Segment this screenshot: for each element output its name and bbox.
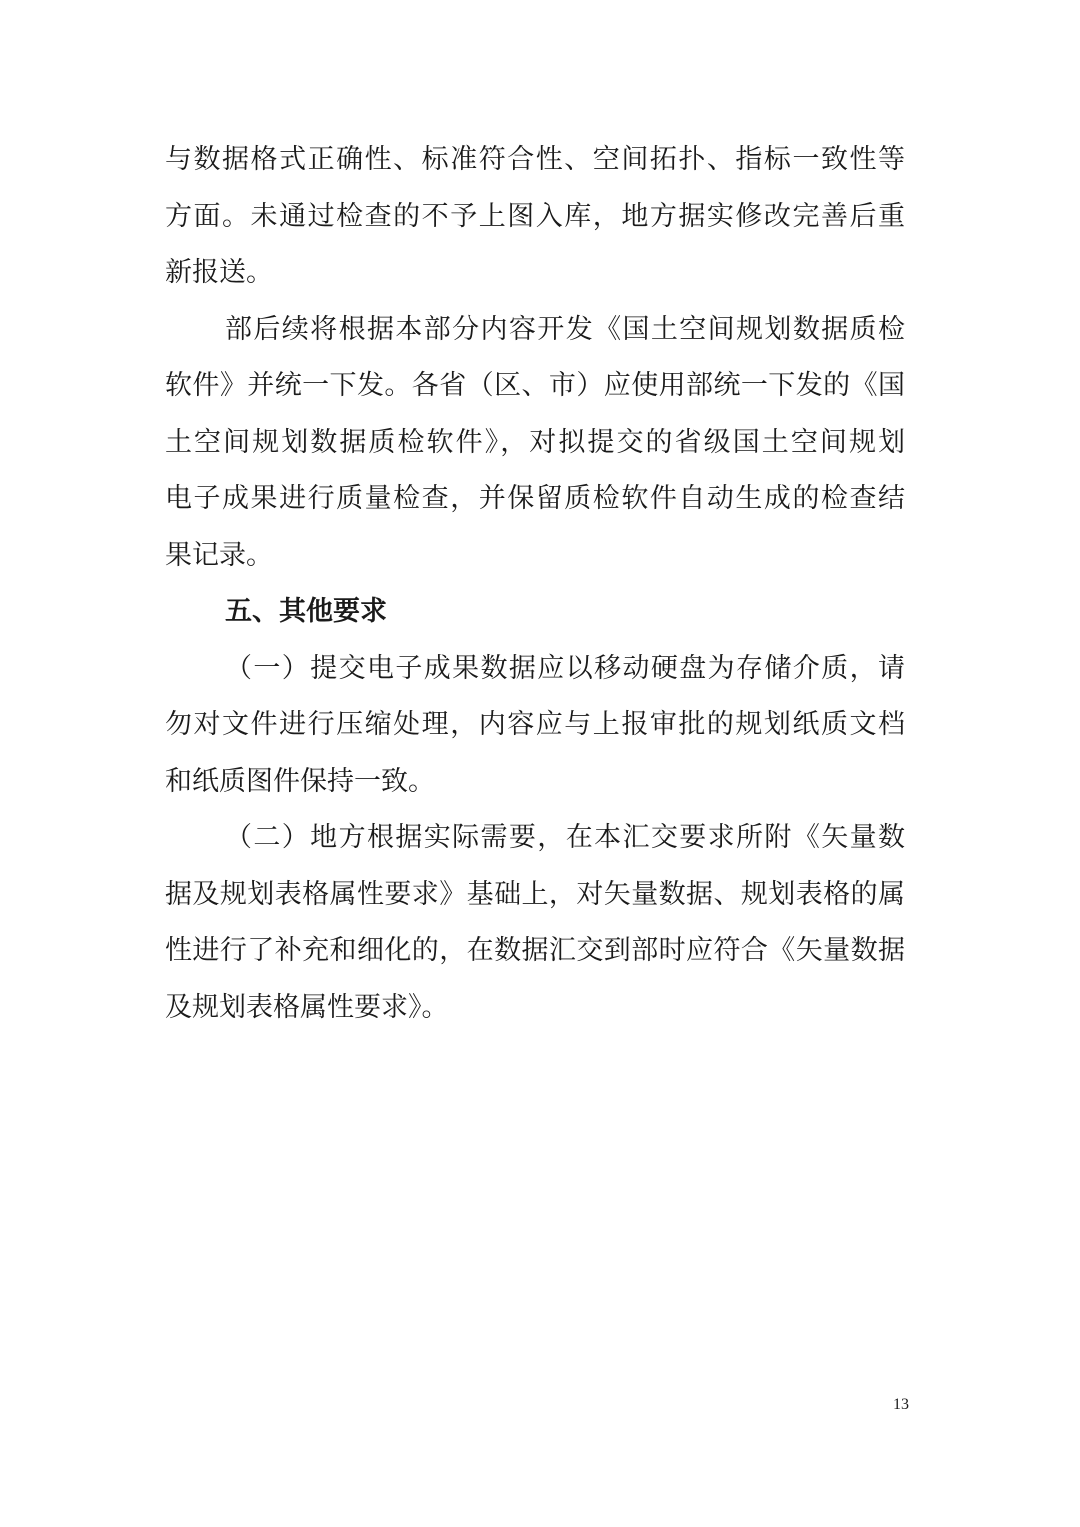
paragraph-line: （一）提交电子成果数据应以移动硬盘为存储介质，请 [225,652,905,684]
paragraph-line: 土空间规划数据质检软件》，对拟提交的省级国土空间规划 [165,426,905,458]
paragraph-line: （二）地方根据实际需要，在本汇交要求所附《矢量数 [225,822,905,853]
paragraph-line: 部后续将根据本部分内容开发《国土空间规划数据质检 [225,313,905,345]
document-body [165,132,905,1036]
paragraph-line: 电子成果进行质量检查，并保留质检软件自动生成的检查结 [165,483,905,514]
paragraph-line: 据及规划表格属性要求》基础上，对矢量数据、规划表格的属 [165,878,905,910]
paragraph-line: 和纸质图件保持一致。 [165,765,435,797]
page-number: 13 [893,1396,909,1413]
section-heading: 五、其他要求 [225,596,387,627]
paragraph-line: 新报送。 [165,257,273,288]
paragraph-line: 方面。未通过检查的不予上图入库，地方据实修改完善后重 [165,200,905,232]
paragraph-line: 及规划表格属性要求》。 [165,991,449,1023]
paragraph-line: 与数据格式正确性、标准符合性、空间拓扑、指标一致性等 [165,144,905,175]
paragraph-line: 软件》并统一下发。各省（区、市）应使用部统一下发的《国 [165,370,905,401]
paragraph-line: 果记录。 [165,539,273,571]
paragraph-line: 勿对文件进行压缩处理，内容应与上报审批的规划纸质文档 [165,709,905,740]
paragraph-line: 性进行了补充和细化的，在数据汇交到部时应符合《矢量数据 [165,935,905,966]
